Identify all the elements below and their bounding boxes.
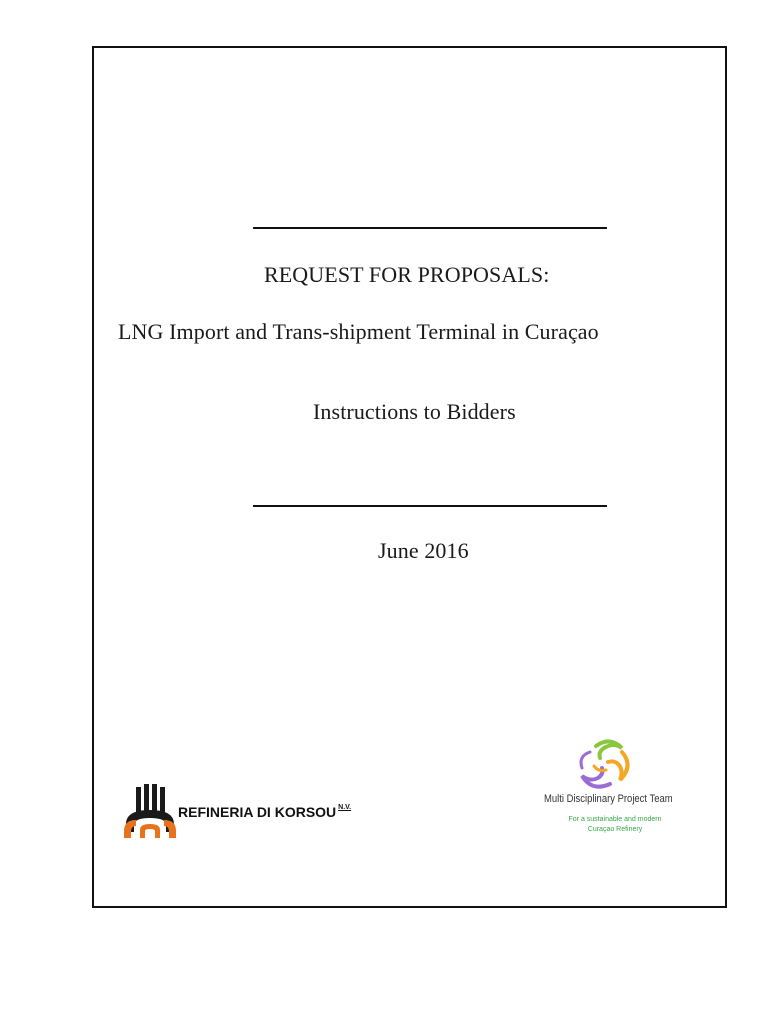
refinery-mark-icon — [122, 784, 180, 840]
document-date: June 2016 — [378, 538, 469, 563]
bottom-divider — [253, 505, 607, 507]
mdpt-tagline-line2: Curaçao Refinery — [587, 826, 643, 833]
swirl-emblem-icon — [570, 738, 640, 792]
rfp-heading: REQUEST FOR PROPOSALS: — [264, 262, 550, 287]
top-divider — [253, 227, 607, 229]
refineria-name: REFINERIA DI KORSOU — [178, 804, 337, 820]
refineria-di-korsou-logo — [122, 784, 362, 842]
mdpt-name: Multi Disciplinary Project Team — [544, 793, 673, 805]
mdpt-tagline-line1: For a sustainable and modern — [568, 816, 662, 823]
multi-disciplinary-project-team-logo — [540, 738, 690, 838]
document-subtitle: Instructions to Bidders — [313, 399, 516, 424]
refineria-suffix: N.V. — [338, 804, 352, 811]
project-title: LNG Import and Trans-shipment Terminal in Curaçao — [118, 319, 599, 344]
